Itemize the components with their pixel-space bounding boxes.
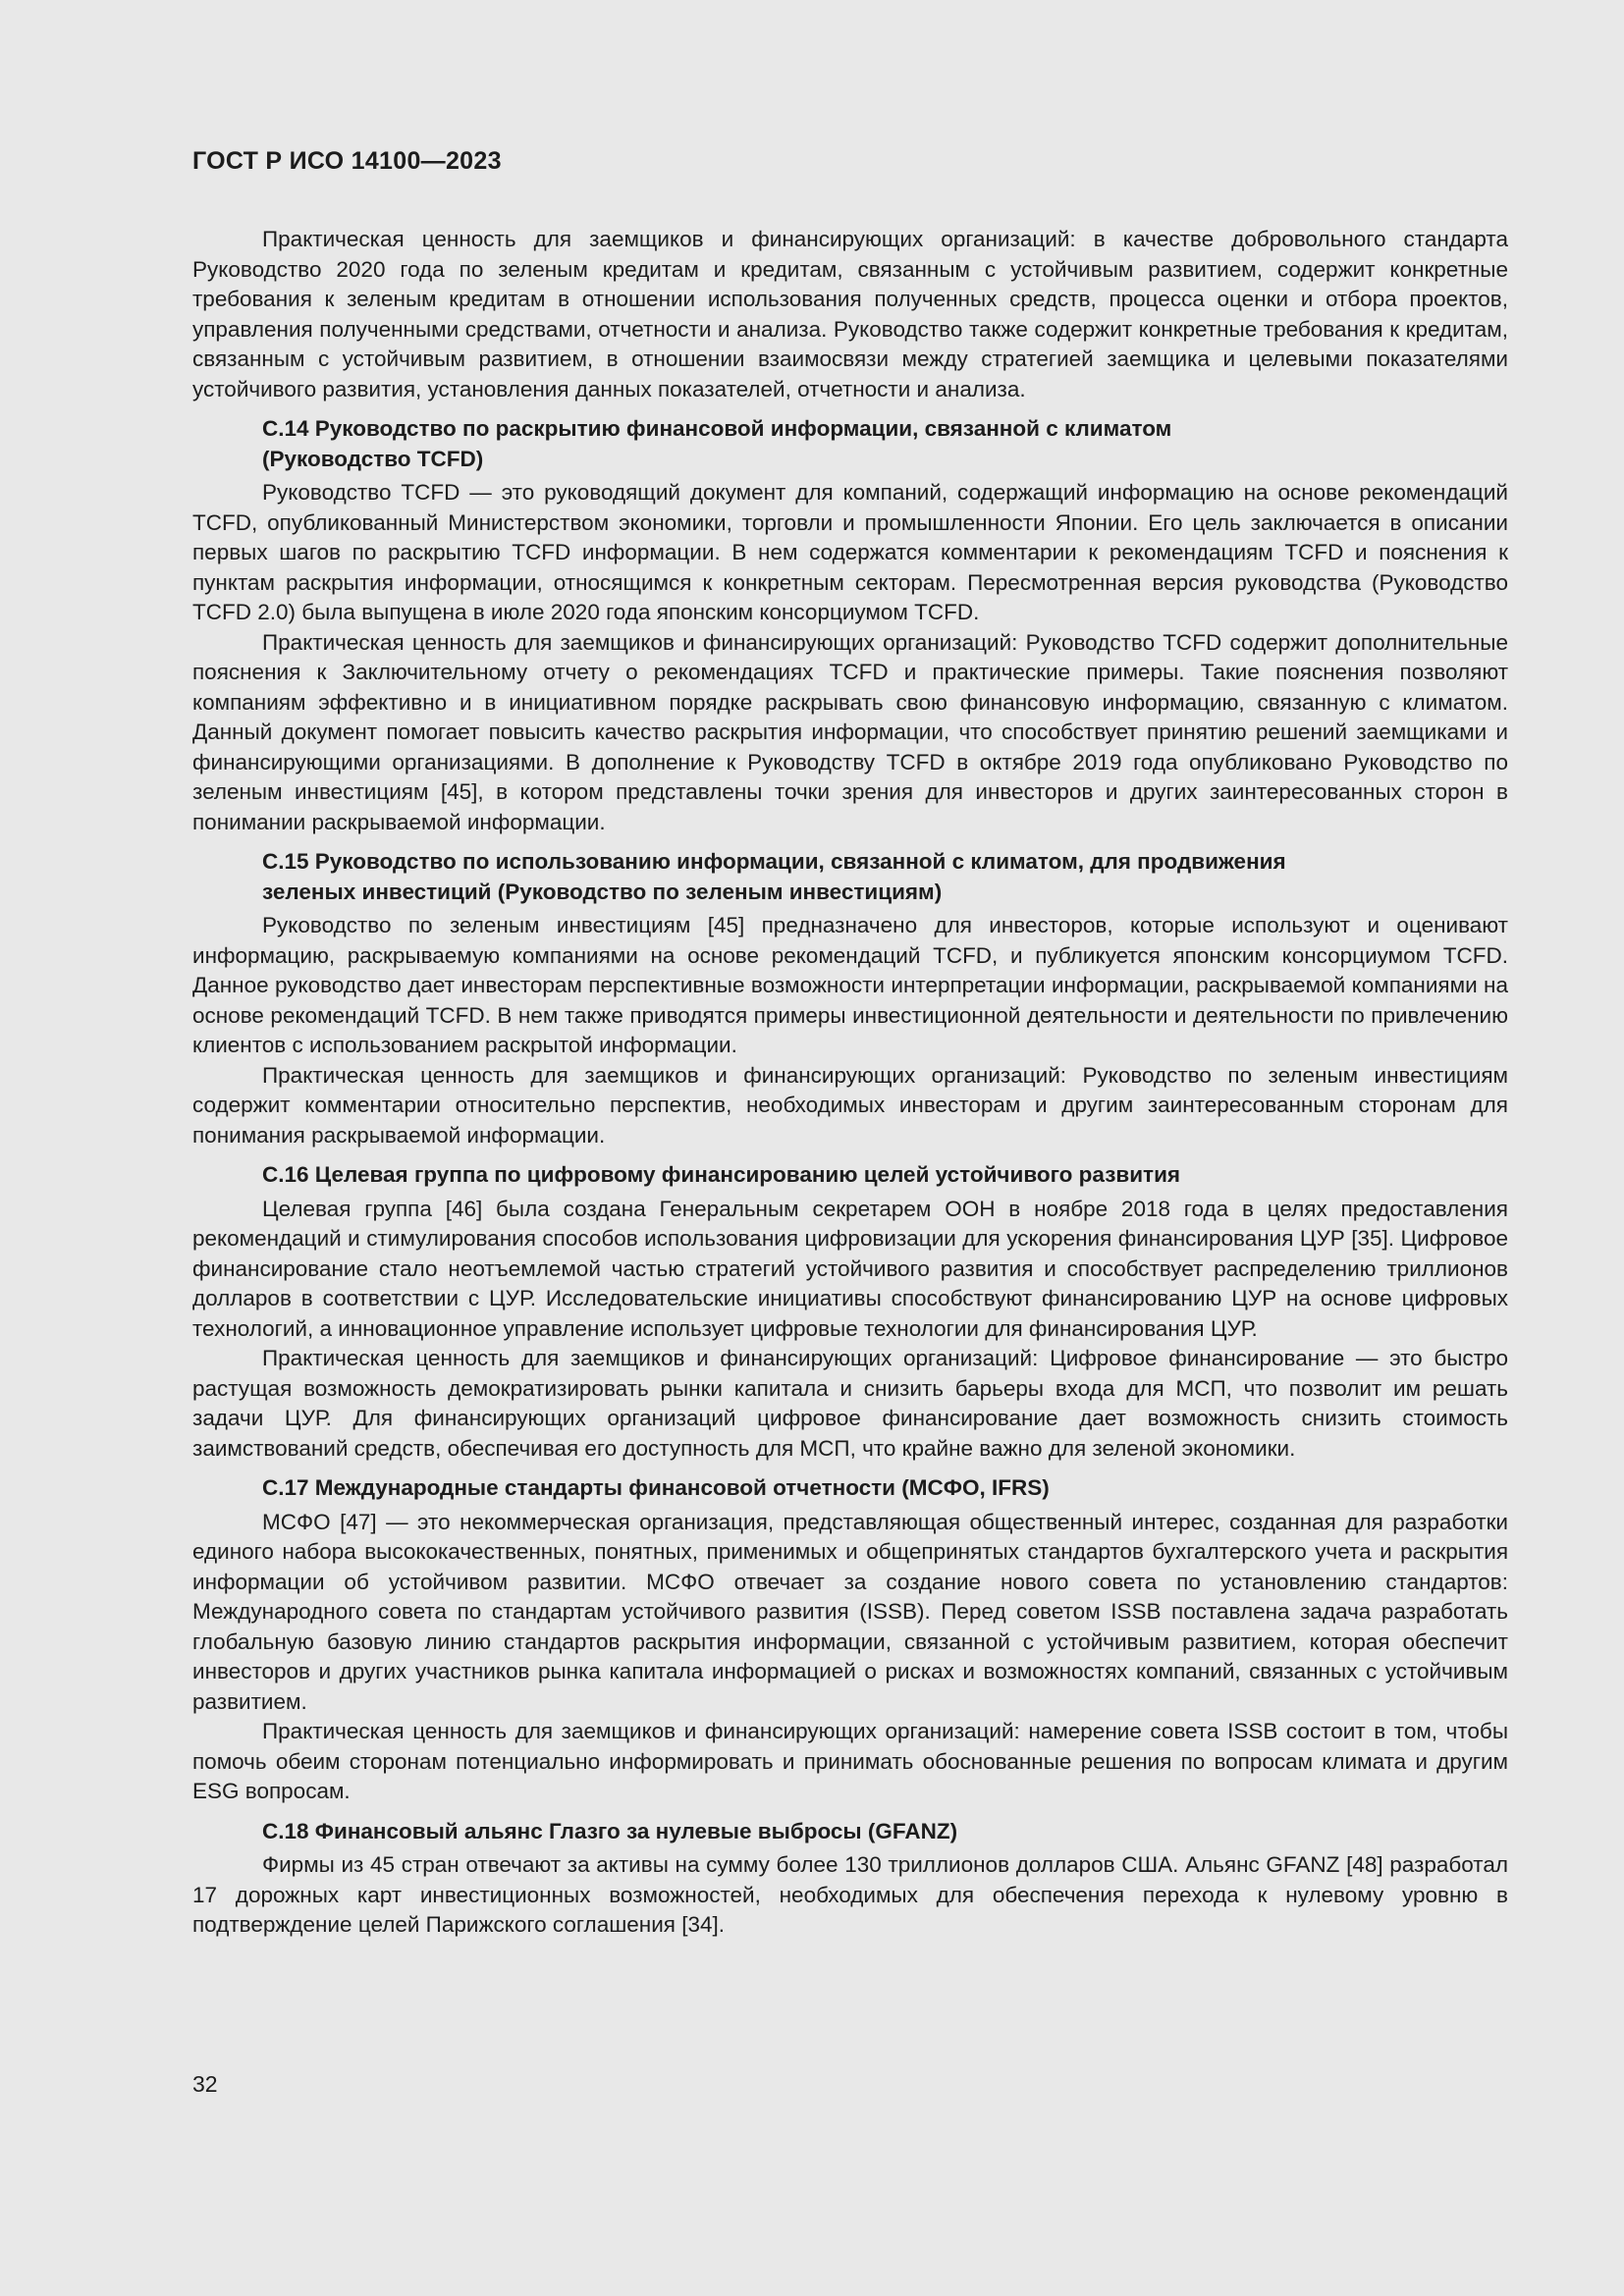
- document-header: ГОСТ Р ИСО 14100—2023: [192, 147, 502, 175]
- section-c16-paragraph-2: Практическая ценность для заемщиков и финансирующих организаций: Цифровое финансирование — это быстро растущая возможность демократизировать рынки капитала и снизить барьеры входа для МСП, что позволит им решать задачи ЦУР. Для финансирующих организаций цифровое финансирование дает возможность снизить стоимость заимствований средств, обеспечивая его доступность для МСП, что крайне важно для зеленой экономики.: [192, 1346, 1508, 1461]
- page-number: 32: [192, 2071, 218, 2097]
- section-c17-heading: С.17 Международные стандарты финансовой отчетности (МСФО, IFRS): [262, 1475, 1050, 1500]
- section-c16-paragraph-1: Целевая группа [46] была создана Генеральным секретарем ООН в ноябре 2018 года в целях предоставления рекомендаций и стимулирования способов использования цифровизации для ускорения финансирования ЦУР [35]. Цифровое финансирование стало неотъемлемой частью стратегий устойчивого развития и способствует распределению триллионов долларов в соответствии с ЦУР. Исследовательские инициативы способствуют финансированию ЦУР на основе цифровых технологий, а инновационное управление использует цифровые технологии для финансирования ЦУР.: [192, 1196, 1508, 1341]
- section-c14-paragraph-2: Практическая ценность для заемщиков и финансирующих организаций: Руководство TCFD содержит дополнительные пояснения к Заключительному отчету о рекомендациях TCFD и практические примеры. Такие пояснения позволяют компаниям эффективно и в инициативном порядке раскрывать свою финансовую информацию, связанную с климатом. Данный документ помогает повысить качество раскрытия информации, что способствует принятию решений заемщиками и финансирующими организациями. В дополнение к Руководству TCFD в октябре 2019 года опубликовано Руководство по зеленым инвестициям [45], в котором представлены точки зрения для инвесторов и других заинтересованных сторон в понимании раскрываемой информации.: [192, 629, 1508, 834]
- section-c14-heading-line1: С.14 Руководство по раскрытию финансовой информации, связанной с климатом: [262, 416, 1172, 441]
- section-c18-heading: С.18 Финансовый альянс Глазго за нулевые выбросы (GFANZ): [262, 1818, 958, 1843]
- section-c15-paragraph-2: Практическая ценность для заемщиков и финансирующих организаций: Руководство по зеленым инвестициям содержит комментарии относительно перспектив, необходимых инвесторам и другим заинтересованным сторонам для понимания раскрываемой информации.: [192, 1062, 1508, 1148]
- section-c16-heading: С.16 Целевая группа по цифровому финансированию целей устойчивого развития: [262, 1162, 1181, 1187]
- document-body: [192, 225, 1508, 1941]
- section-c14-heading-line2: (Руководство TCFD): [262, 446, 484, 471]
- section-c14-heading: [262, 414, 1401, 474]
- section-c17-paragraph-2: Практическая ценность для заемщиков и финансирующих организаций: намерение совета ISSB состоит в том, чтобы помочь обеим сторонам потенциально информировать и принимать обоснованные решения по вопросам климата и другим ESG вопросам.: [192, 1719, 1508, 1803]
- section-c14-paragraph-1: Руководство TCFD — это руководящий документ для компаний, содержащий информацию на основе рекомендаций TCFD, опубликованный Министерством экономики, торговли и промышленности Японии. Его цель заключается в описании первых шагов по раскрытию TCFD информации. В нем содержатся комментарии к рекомендациям TCFD и пояснения к пунктам раскрытия информации, относящимся к конкретным секторам. Пересмотренная версия руководства (Руководство TCFD 2.0) была выпущена в июле 2020 года японским консорциумом TCFD.: [192, 480, 1508, 624]
- section-c15-paragraph-1: Руководство по зеленым инвестициям [45] предназначено для инвесторов, которые используют и оценивают информацию, раскрываемую компаниями на основе рекомендаций TCFD, и публикуется японским консорциумом TCFD. Данное руководство дает инвесторам перспективные возможности интерпретации информации, раскрываемой компаниями на основе рекомендаций TCFD. В нем также приводятся примеры инвестиционной деятельности и деятельности по привлечению клиентов с использованием раскрытой информации.: [192, 913, 1508, 1057]
- section-c15-heading: [262, 847, 1401, 907]
- section-c15-heading-line2: зеленых инвестиций (Руководство по зеленым инвестициям): [262, 879, 943, 904]
- section-c15-heading-line1: С.15 Руководство по использованию информации, связанной с климатом, для продвижения: [262, 849, 1286, 874]
- section-c18-paragraph-1: Фирмы из 45 стран отвечают за активы на сумму более 130 триллионов долларов США. Альянс GFANZ [48] разработал 17 дорожных карт инвестиционных возможностей, необходимых для обеспечения перехода к нулевому уровню в подтверждение целей Парижского соглашения [34].: [192, 1852, 1508, 1937]
- intro-paragraph: Практическая ценность для заемщиков и финансирующих организаций: в качестве добровольного стандарта Руководство 2020 года по зеленым кредитам и кредитам, связанным с устойчивым развитием, содержит конкретные требования к зеленым кредитам в отношении использования полученных средств, процесса оценки и отбора проектов, управления полученными средствами, отчетности и анализа. Руководство также содержит конкретные требования к кредитам, связанным с устойчивым развитием, в отношении взаимосвязи между стратегией заемщика и целевыми показателями устойчивого развития, установления данных показателей, отчетности и анализа.: [192, 227, 1508, 401]
- section-c17-paragraph-1: МСФО [47] — это некоммерческая организация, представляющая общественный интерес, созданная для разработки единого набора высококачественных, понятных, применимых и общепринятых стандартов бухгалтерского учета и раскрытия информации об устойчивом развитии. МСФО отвечает за создание нового совета по установлению стандартов: Международного совета по стандартам устойчивого развития (ISSB). Перед советом ISSB поставлена задача разработать глобальную базовую линию стандартов раскрытия информации, связанной с устойчивым развитием, которая обеспечит инвесторов и других участников рынка капитала информацией о рисках и возможностях компаний, связанных с устойчивым развитием.: [192, 1509, 1508, 1714]
